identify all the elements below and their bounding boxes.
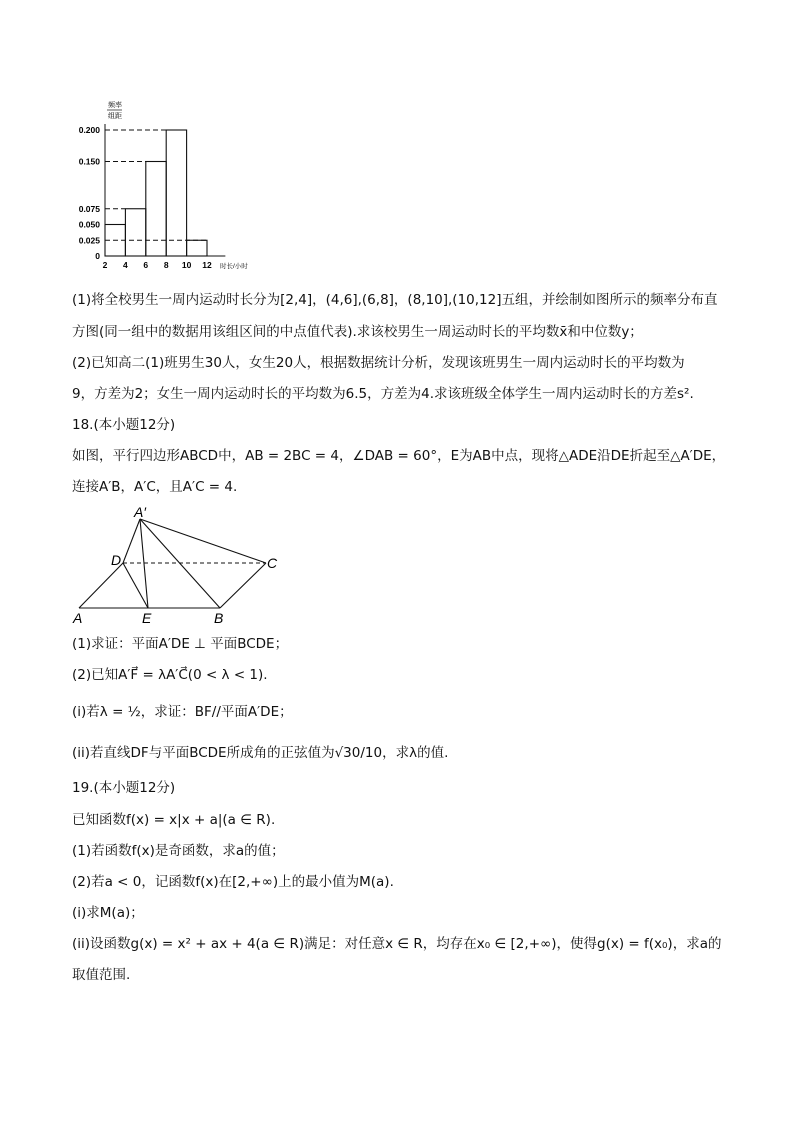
q17-line-2: 方图(同一组中的数据用该组区间的中点值代表).求该校男生一周运动时长的平均数x̄和中位数y； (72, 324, 643, 340)
histogram-bar (146, 162, 166, 257)
q17-line-4: 9，方差为2；女生一周内运动时长的平均数为6.5，方差为4.求该班级全体学生一周内运动时长的方差s². (72, 386, 694, 402)
histogram-bar (125, 209, 145, 256)
q19-part-2: (2)若a < 0，记函数f(x)在[2,+∞)上的最小值为M(a). (72, 874, 394, 890)
label-a: A (73, 610, 83, 626)
histogram-bar (187, 240, 207, 256)
q18-line-2: 连接A′B，A′C，且A′C = 4. (72, 479, 238, 495)
y-axis-label-bottom: 组距 (108, 113, 122, 120)
x-tick-label: 2 (102, 260, 108, 270)
x-tick-label: 6 (143, 260, 149, 270)
x-tick-label: 10 (181, 260, 192, 270)
label-c: C (267, 555, 278, 571)
geometry-svg (70, 505, 290, 630)
x-tick-label: 4 (123, 260, 128, 270)
q17-line-1: (1)将全校男生一周内运动时长分为[2,4]，(4,6],(6,8]，(8,10],(10,12]五组，并绘制如图所示的频率分布直 (72, 292, 718, 308)
q19-line-1: 已知函数f(x) = x|x + a|(a ∈ R). (72, 812, 276, 828)
q19-header: 19.(本小题12分) (72, 780, 176, 796)
edge-aprime-c (140, 519, 266, 563)
label-b: B (214, 610, 224, 626)
q18-header: 18.(本小题12分) (72, 417, 176, 433)
label-d: D (111, 552, 122, 568)
geometry-figure (70, 505, 290, 630)
x-tick-label: 8 (163, 260, 169, 270)
x-tick-label: 12 (202, 260, 212, 270)
y-tick-label: 0 (95, 251, 100, 261)
q17-line-3: (2)已知高二(1)班男生30人，女生20人，根据数据统计分析，发现该班男生一周内运动时长的平均数为 (72, 355, 685, 371)
histogram-svg (70, 98, 260, 278)
y-tick-label: 0.025 (78, 235, 100, 246)
y-tick-label: 0.150 (78, 156, 100, 167)
y-tick-label: 0.200 (78, 125, 100, 135)
edge-aprime-d (123, 519, 140, 563)
edge-bc (220, 563, 266, 608)
label-a-prime: A′ (134, 505, 146, 520)
label-e: E (142, 610, 152, 626)
x-axis-label: 时长/小时 (220, 263, 248, 270)
q18-line-1: 如图，平行四边形ABCD中，AB = 2BC = 4，∠DAB = 60°，E为AB中点，现将△ADE沿DE折起至△A′DE， (72, 448, 726, 464)
edge-ad (79, 563, 123, 608)
q18-part-2: (2)已知A′F⃗ = λA′C⃗(0 < λ < 1). (72, 667, 268, 683)
q18-part-ii: (ii)若直线DF与平面BCDE所成角的正弦值为√30/10，求λ的值. (72, 745, 449, 761)
y-axis-label-top: 频率 (108, 102, 122, 109)
frequency-histogram (70, 98, 260, 278)
q19-part-1: (1)若函数f(x)是奇函数，求a的值； (72, 843, 285, 859)
y-tick-label: 0.075 (78, 203, 100, 214)
q19-part-i: (i)求M(a)； (72, 905, 144, 921)
q18-part-1: (1)求证：平面A′DE ⊥ 平面BCDE； (72, 636, 289, 652)
q18-part-i: (i)若λ = ½，求证：BF//平面A′DE； (72, 704, 293, 720)
q19-part-ii: (ii)设函数g(x) = x² + ax + 4(a ∈ R)满足：对任意x ∈ R，均存在x₀ ∈ [2,+∞)，使得g(x) = f(x₀)，求a的 (72, 936, 722, 952)
q19-part-ii-cont: 取值范围. (72, 967, 131, 983)
histogram-bar (166, 130, 186, 256)
y-tick-label: 0.050 (78, 219, 100, 230)
